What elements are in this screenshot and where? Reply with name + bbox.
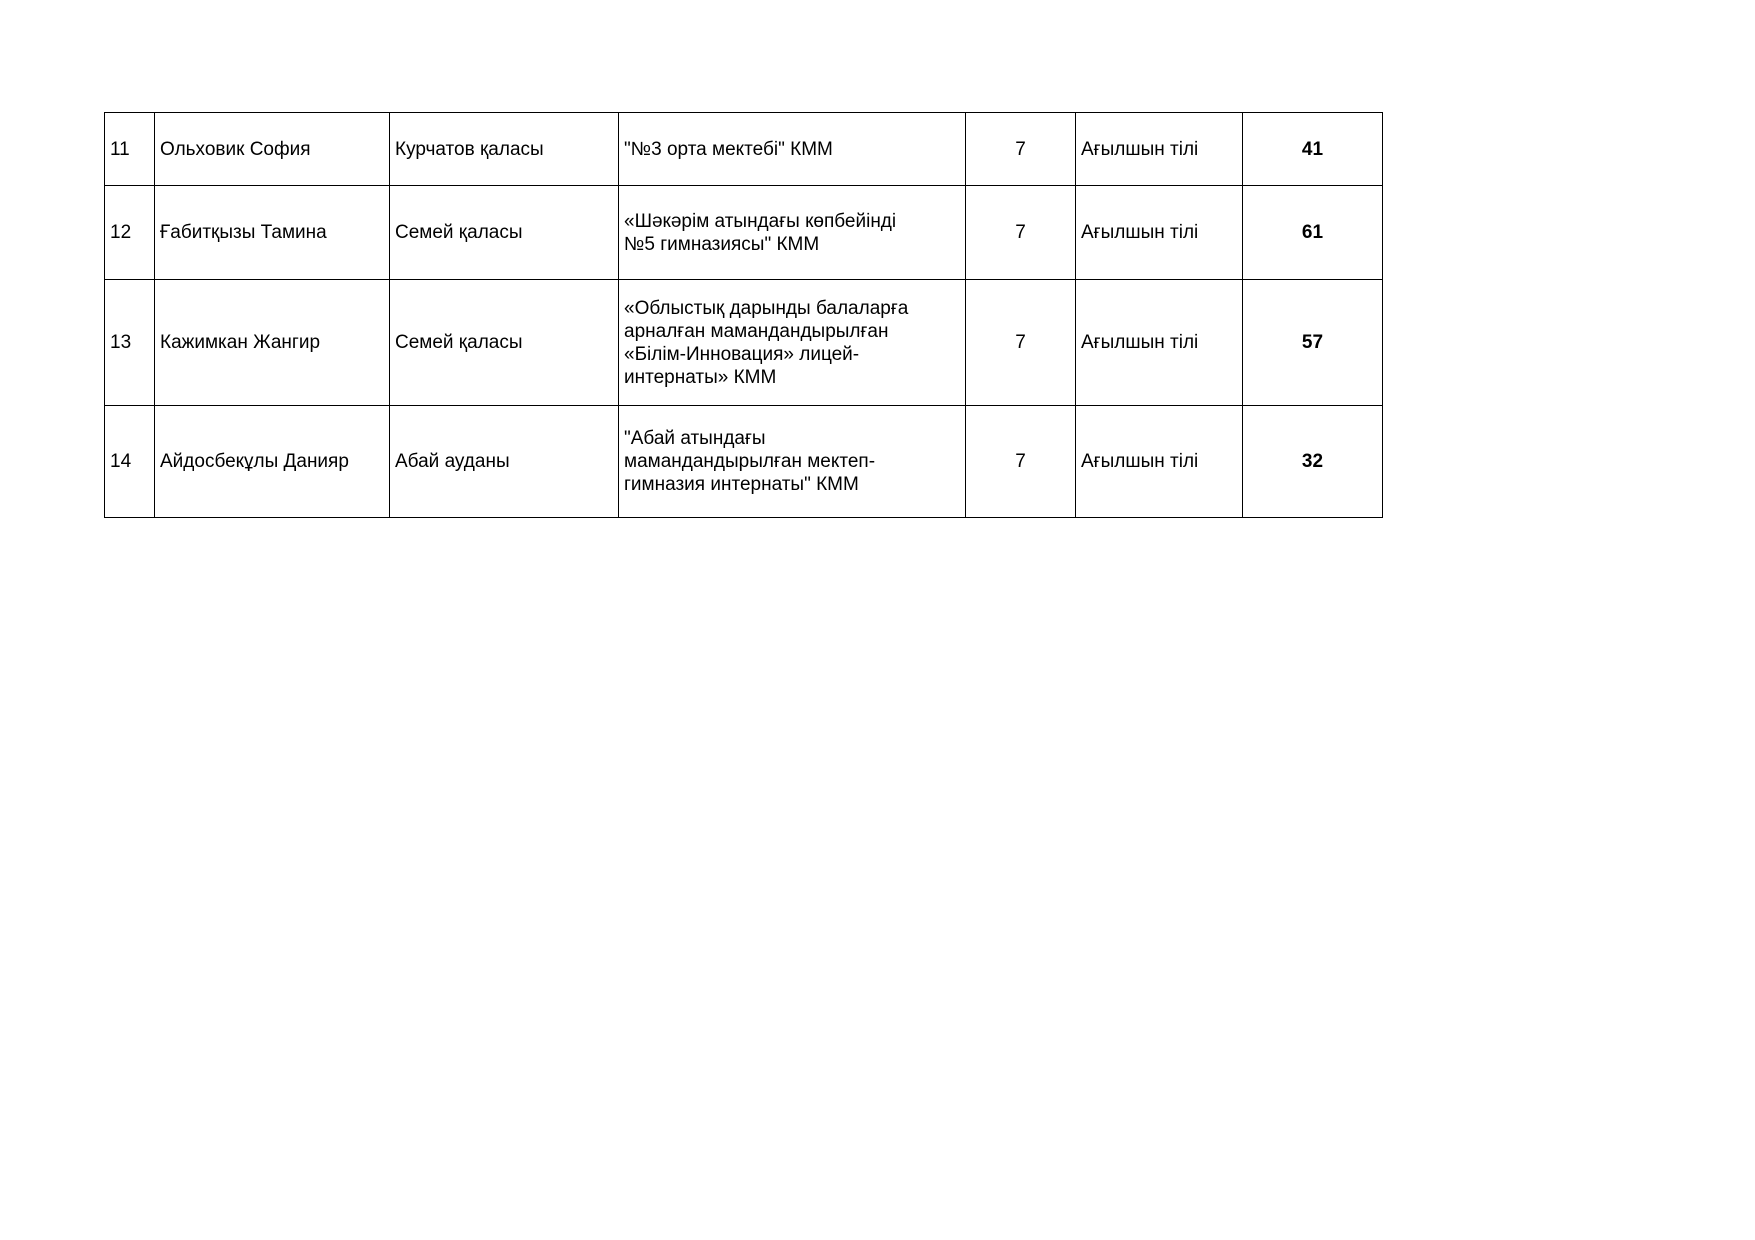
student-name-cell: Айдосбекұлы Данияр — [155, 406, 390, 518]
location-cell: Абай ауданы — [390, 406, 619, 518]
grade-cell: 7 — [966, 280, 1076, 406]
results-table — [104, 112, 1383, 518]
school-cell: «Шәкәрім атындағы көпбейінді №5 гимназиясы" КММ — [619, 186, 966, 280]
table-row — [105, 280, 1383, 406]
location-cell: Семей қаласы — [390, 186, 619, 280]
location-cell: Курчатов қаласы — [390, 113, 619, 186]
grade-cell: 7 — [966, 406, 1076, 518]
row-number-cell: 12 — [105, 186, 155, 280]
row-number-cell: 13 — [105, 280, 155, 406]
score-cell: 61 — [1243, 186, 1383, 280]
score-cell: 57 — [1243, 280, 1383, 406]
student-name-cell: Кажимкан Жангир — [155, 280, 390, 406]
table-row — [105, 113, 1383, 186]
row-number-cell: 11 — [105, 113, 155, 186]
subject-cell: Ағылшын тілі — [1076, 186, 1243, 280]
grade-cell: 7 — [966, 113, 1076, 186]
grade-cell: 7 — [966, 186, 1076, 280]
table-row — [105, 406, 1383, 518]
score-cell: 41 — [1243, 113, 1383, 186]
school-cell: "№3 орта мектебі" КММ — [619, 113, 966, 186]
score-cell: 32 — [1243, 406, 1383, 518]
subject-cell: Ағылшын тілі — [1076, 113, 1243, 186]
student-name-cell: Ольховик София — [155, 113, 390, 186]
subject-cell: Ағылшын тілі — [1076, 280, 1243, 406]
school-cell: "Абай атындағы мамандандырылған мектеп- гимназия интернаты" КММ — [619, 406, 966, 518]
location-cell: Семей қаласы — [390, 280, 619, 406]
row-number-cell: 14 — [105, 406, 155, 518]
table-row — [105, 186, 1383, 280]
school-cell: «Облыстық дарынды балаларға арналған мамандандырылған «Білім-Инновация» лицей- интернаты» КММ — [619, 280, 966, 406]
subject-cell: Ағылшын тілі — [1076, 406, 1243, 518]
student-name-cell: Ғабитқызы Тамина — [155, 186, 390, 280]
